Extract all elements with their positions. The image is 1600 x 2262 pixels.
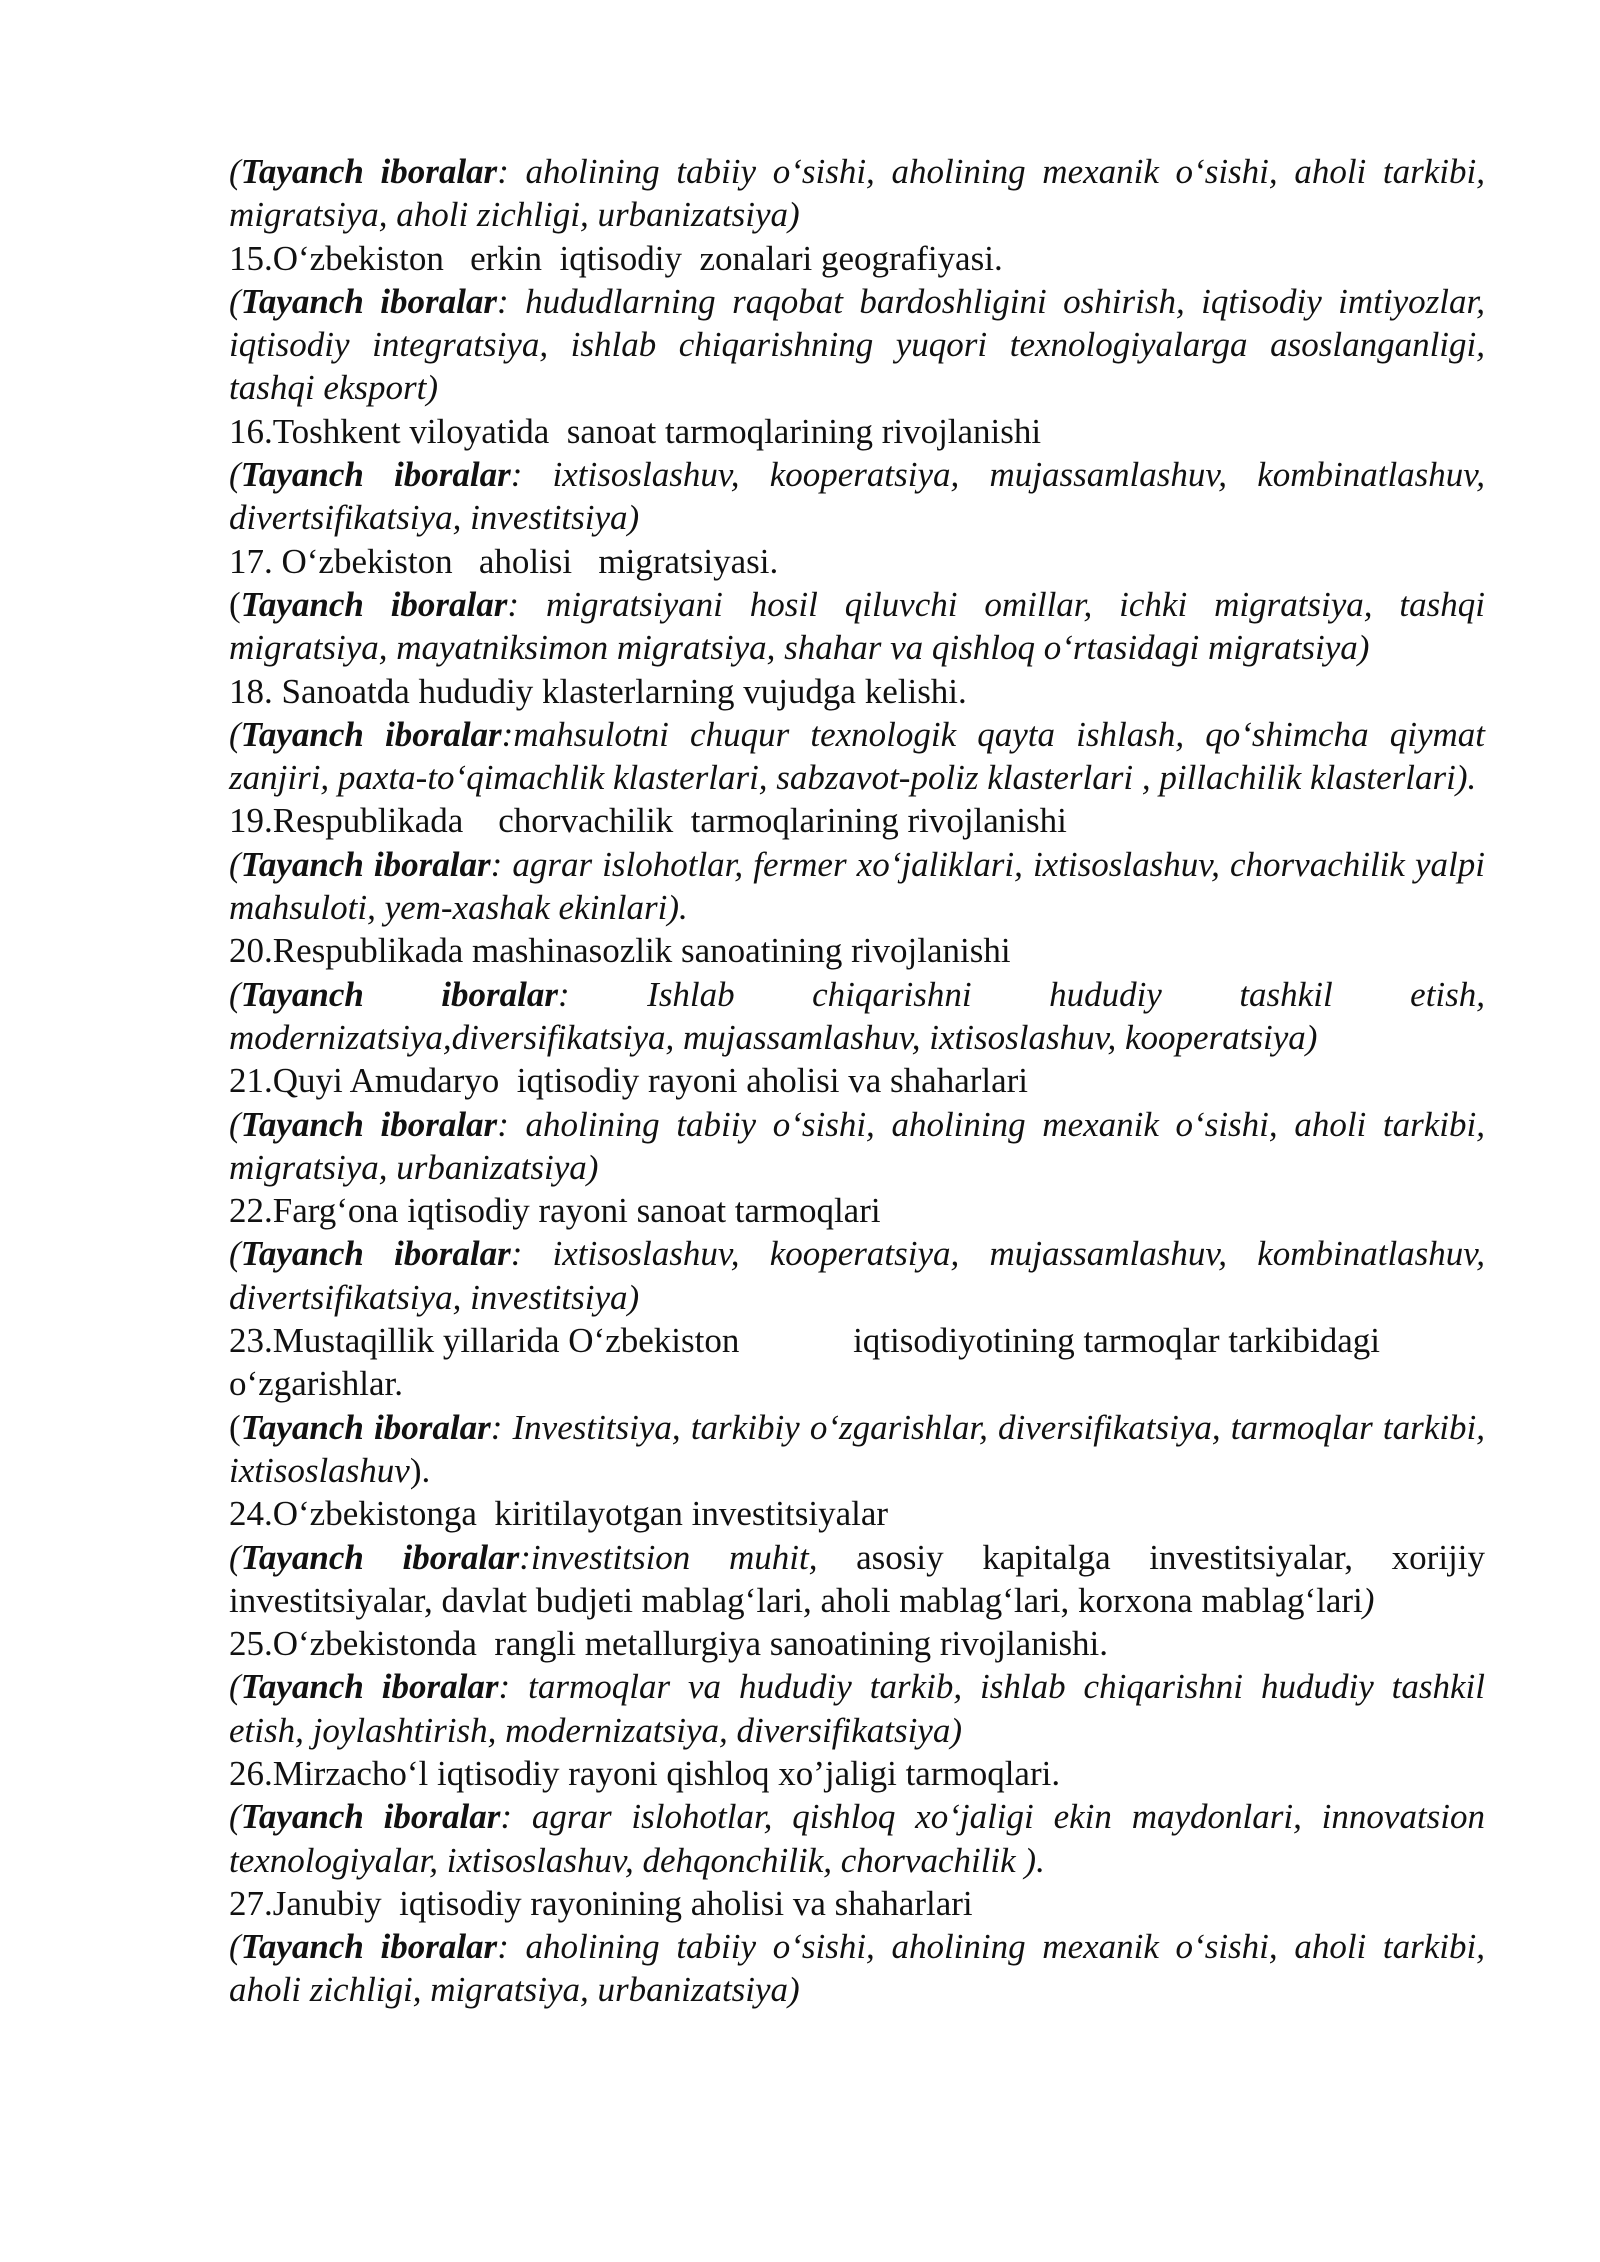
key-phrases-text: ( bbox=[229, 1104, 241, 1144]
topic-title: 24.O‘zbekistonga kiritilayotgan investitsiyalar bbox=[229, 1494, 889, 1534]
topic-title: 20.Respublikada mashinasozlik sanoatining rivojlanishi bbox=[229, 931, 1011, 971]
document-page bbox=[229, 150, 1485, 2012]
key-phrases-label: Tayanch iboralar bbox=[240, 152, 498, 191]
key-phrases-text: : Ishlab chiqarishni hududiy tashkil etish, modernizatsiya,diversifikatsiya, mujassamlashuv, ixtisoslashuv, kooperatsiya) bbox=[229, 974, 1486, 1057]
topic-title: 16.Toshkent viloyatida sanoat tarmoqlarining rivojlanishi bbox=[229, 411, 1042, 451]
key-phrases bbox=[229, 583, 1485, 670]
key-phrases-text: : agrar islohotlar, qishloq xo‘jaligi ekin maydonlari, innovatsion texnologiyalar, ixtisoslashuv, dehqonchilik, chorvachilik ). bbox=[229, 1797, 1486, 1880]
key-phrases-label: Tayanch iboralar bbox=[240, 1797, 501, 1837]
key-phrases-text: :investitsion muhit, bbox=[519, 1537, 818, 1577]
key-phrases-label: Tayanch iboralar bbox=[240, 584, 508, 624]
topic-entry bbox=[229, 1189, 1485, 1319]
topic-title: 27.Janubiy iqtisodiy rayonining aholisi va shaharlari bbox=[229, 1883, 973, 1923]
key-phrases-label: Tayanch iboralar bbox=[240, 844, 491, 884]
key-phrases-text: : migratsiyani hosil qiluvchi omillar, ichki migratsiya, tashqi migratsiya, mayatniksimon migratsiya, shahar va qishloq o‘rtasidagi migratsiya) bbox=[229, 584, 1485, 668]
topic-entry bbox=[229, 1492, 1485, 1622]
topic-entry bbox=[229, 410, 1485, 540]
key-phrases bbox=[229, 1406, 1485, 1493]
key-phrases-text: ). bbox=[409, 1450, 431, 1490]
key-phrases-label: Tayanch iboralar bbox=[240, 1407, 491, 1447]
key-phrases bbox=[229, 1665, 1485, 1752]
topic-entry bbox=[229, 1059, 1485, 1189]
key-phrases-label: Tayanch iboralar bbox=[240, 1537, 520, 1577]
key-phrases-text: ( bbox=[229, 1537, 241, 1577]
key-phrases-label: Tayanch iboralar bbox=[240, 714, 502, 754]
key-phrases-text: : ixtisoslashuv, kooperatsiya, mujassamlashuv, kombinatlashuv, divertsifikatsiya, investitsiya) bbox=[229, 1234, 1485, 1317]
topic-title: 23.Mustaqillik yillarida O‘zbekiston iqtisodiyotining tarmoqlar tarkibidagi o‘zgarishlar. bbox=[229, 1321, 1389, 1404]
key-phrases-label: Tayanch iboralar bbox=[240, 974, 559, 1014]
key-phrases-text: ( bbox=[229, 974, 241, 1014]
key-phrases bbox=[229, 1536, 1485, 1623]
key-phrases-text: ( bbox=[229, 844, 241, 884]
key-phrases-text: : agrar islohotlar, fermer xo‘jaliklari, ixtisoslashuv, chorvachilik yalpi mahsuloti, yem-xashak ekinlari). bbox=[229, 844, 1486, 928]
topic-entry bbox=[229, 929, 1485, 1059]
key-phrases bbox=[229, 280, 1485, 410]
key-phrases-text: ( bbox=[229, 281, 241, 321]
key-phrases-text: ) bbox=[1362, 1580, 1375, 1620]
key-phrases-text: : hududlarning raqobat bardoshligini oshirish, iqtisodiy imtiyozlar, iqtisodiy integratsiya, ishlab chiqarishning yuqori texnologiyalarga asoslanganligi, tashqi eksport) bbox=[229, 281, 1485, 408]
key-phrases-label: Tayanch iboralar bbox=[240, 455, 511, 495]
key-phrases bbox=[229, 1232, 1485, 1319]
key-phrases bbox=[229, 713, 1485, 800]
topic-title: 18. Sanoatda hududiy klasterlarning vujudga kelishi. bbox=[229, 671, 967, 711]
key-phrases-label: Tayanch iboralar bbox=[240, 1927, 498, 1967]
topic-entry bbox=[229, 1622, 1485, 1752]
key-phrases-text: ( bbox=[229, 1667, 241, 1707]
key-phrases-text: ( bbox=[229, 455, 241, 495]
key-phrases bbox=[229, 453, 1485, 540]
key-phrases-text: ( bbox=[229, 714, 241, 754]
key-phrases bbox=[229, 1103, 1485, 1190]
key-phrases-text: : ixtisoslashuv, kooperatsiya, mujassamlashuv, kombinatlashuv, divertsifikatsiya, investitsiya) bbox=[229, 455, 1485, 538]
topic-title: 26.Mirzacho‘l iqtisodiy rayoni qishloq xo’jaligi tarmoqlari. bbox=[229, 1753, 1061, 1793]
key-phrases-text: ( bbox=[229, 1407, 241, 1447]
key-phrases bbox=[229, 150, 1485, 237]
key-phrases-text: ( bbox=[229, 152, 241, 191]
topic-entry bbox=[229, 1752, 1485, 1882]
key-phrases-text: ( bbox=[229, 584, 241, 624]
topic-entry bbox=[229, 1882, 1485, 2012]
topic-title: 17. O‘zbekiston aholisi migratsiyasi. bbox=[229, 541, 779, 581]
key-phrases-label: Tayanch iboralar bbox=[240, 1234, 511, 1274]
key-phrases-text: : aholining tabiiy o‘sishi, aholining mexanik o‘sishi, aholi tarkibi, aholi zichligi, migratsiya, urbanizatsiya) bbox=[229, 1927, 1486, 2010]
topic-title: 22.Farg‘ona iqtisodiy rayoni sanoat tarmoqlari bbox=[229, 1191, 881, 1231]
topic-entry bbox=[229, 237, 1485, 410]
topic-entry bbox=[229, 670, 1485, 800]
key-phrases bbox=[229, 1795, 1485, 1882]
topic-entry bbox=[229, 540, 1485, 670]
key-phrases bbox=[229, 1925, 1485, 2012]
key-phrases bbox=[229, 843, 1485, 930]
key-phrases-text: :mahsulotni chuqur texnologik qayta ishlash, qo‘shimcha qiymat zanjiri, paxta-to‘qimachlik klasterlari, sabzavot-poliz klasterlari , pillachilik klasterlari). bbox=[229, 714, 1485, 798]
key-phrases-text: : tarmoqlar va hududiy tarkib, ishlab chiqarishni hududiy tashkil etish, joylashtirish, modernizatsiya, diversifikatsiya) bbox=[229, 1667, 1486, 1750]
topic-title: 19.Respublikada chorvachilik tarmoqlarining rivojlanishi bbox=[229, 801, 1067, 841]
key-phrases-text: ( bbox=[229, 1927, 241, 1967]
topic-entry bbox=[229, 799, 1485, 929]
topic-entry bbox=[229, 1319, 1485, 1492]
key-phrases-label: Tayanch iboralar bbox=[240, 1667, 499, 1707]
key-phrases-text: asosiy kapitalga investitsiyalar, xorijiy investitsiyalar, davlat budjeti mablag‘lari, aholi mablag‘lari, korxona mablag‘lari bbox=[229, 1537, 1485, 1620]
key-phrases-text: : aholining tabiiy o‘sishi, aholining mexanik o‘sishi, aholi tarkibi, migratsiya, urbanizatsiya) bbox=[229, 1104, 1486, 1187]
topic-entry bbox=[229, 150, 1485, 237]
topic-title: 25.O‘zbekistonda rangli metallurgiya sanoatining rivojlanishi. bbox=[229, 1624, 1109, 1664]
key-phrases-text: ( bbox=[229, 1797, 241, 1837]
key-phrases-label: Tayanch iboralar bbox=[240, 281, 497, 321]
key-phrases-text: : Investitsiya, tarkibiy o‘zgarishlar, diversifikatsiya, tarmoqlar tarkibi, ixtisoslashuv bbox=[229, 1407, 1485, 1490]
topic-title: 15.O‘zbekiston erkin iqtisodiy zonalari geografiyasi. bbox=[229, 238, 1003, 278]
topic-title: 21.Quyi Amudaryo iqtisodiy rayoni aholisi va shaharlari bbox=[229, 1061, 1029, 1101]
key-phrases bbox=[229, 973, 1485, 1060]
key-phrases-label: Tayanch iboralar bbox=[240, 1104, 498, 1144]
key-phrases-text: : aholining tabiiy o‘sishi, aholining mexanik o‘sishi, aholi tarkibi, migratsiya, aholi zichligi, urbanizatsiya) bbox=[229, 152, 1486, 235]
key-phrases-text: ( bbox=[229, 1234, 241, 1274]
